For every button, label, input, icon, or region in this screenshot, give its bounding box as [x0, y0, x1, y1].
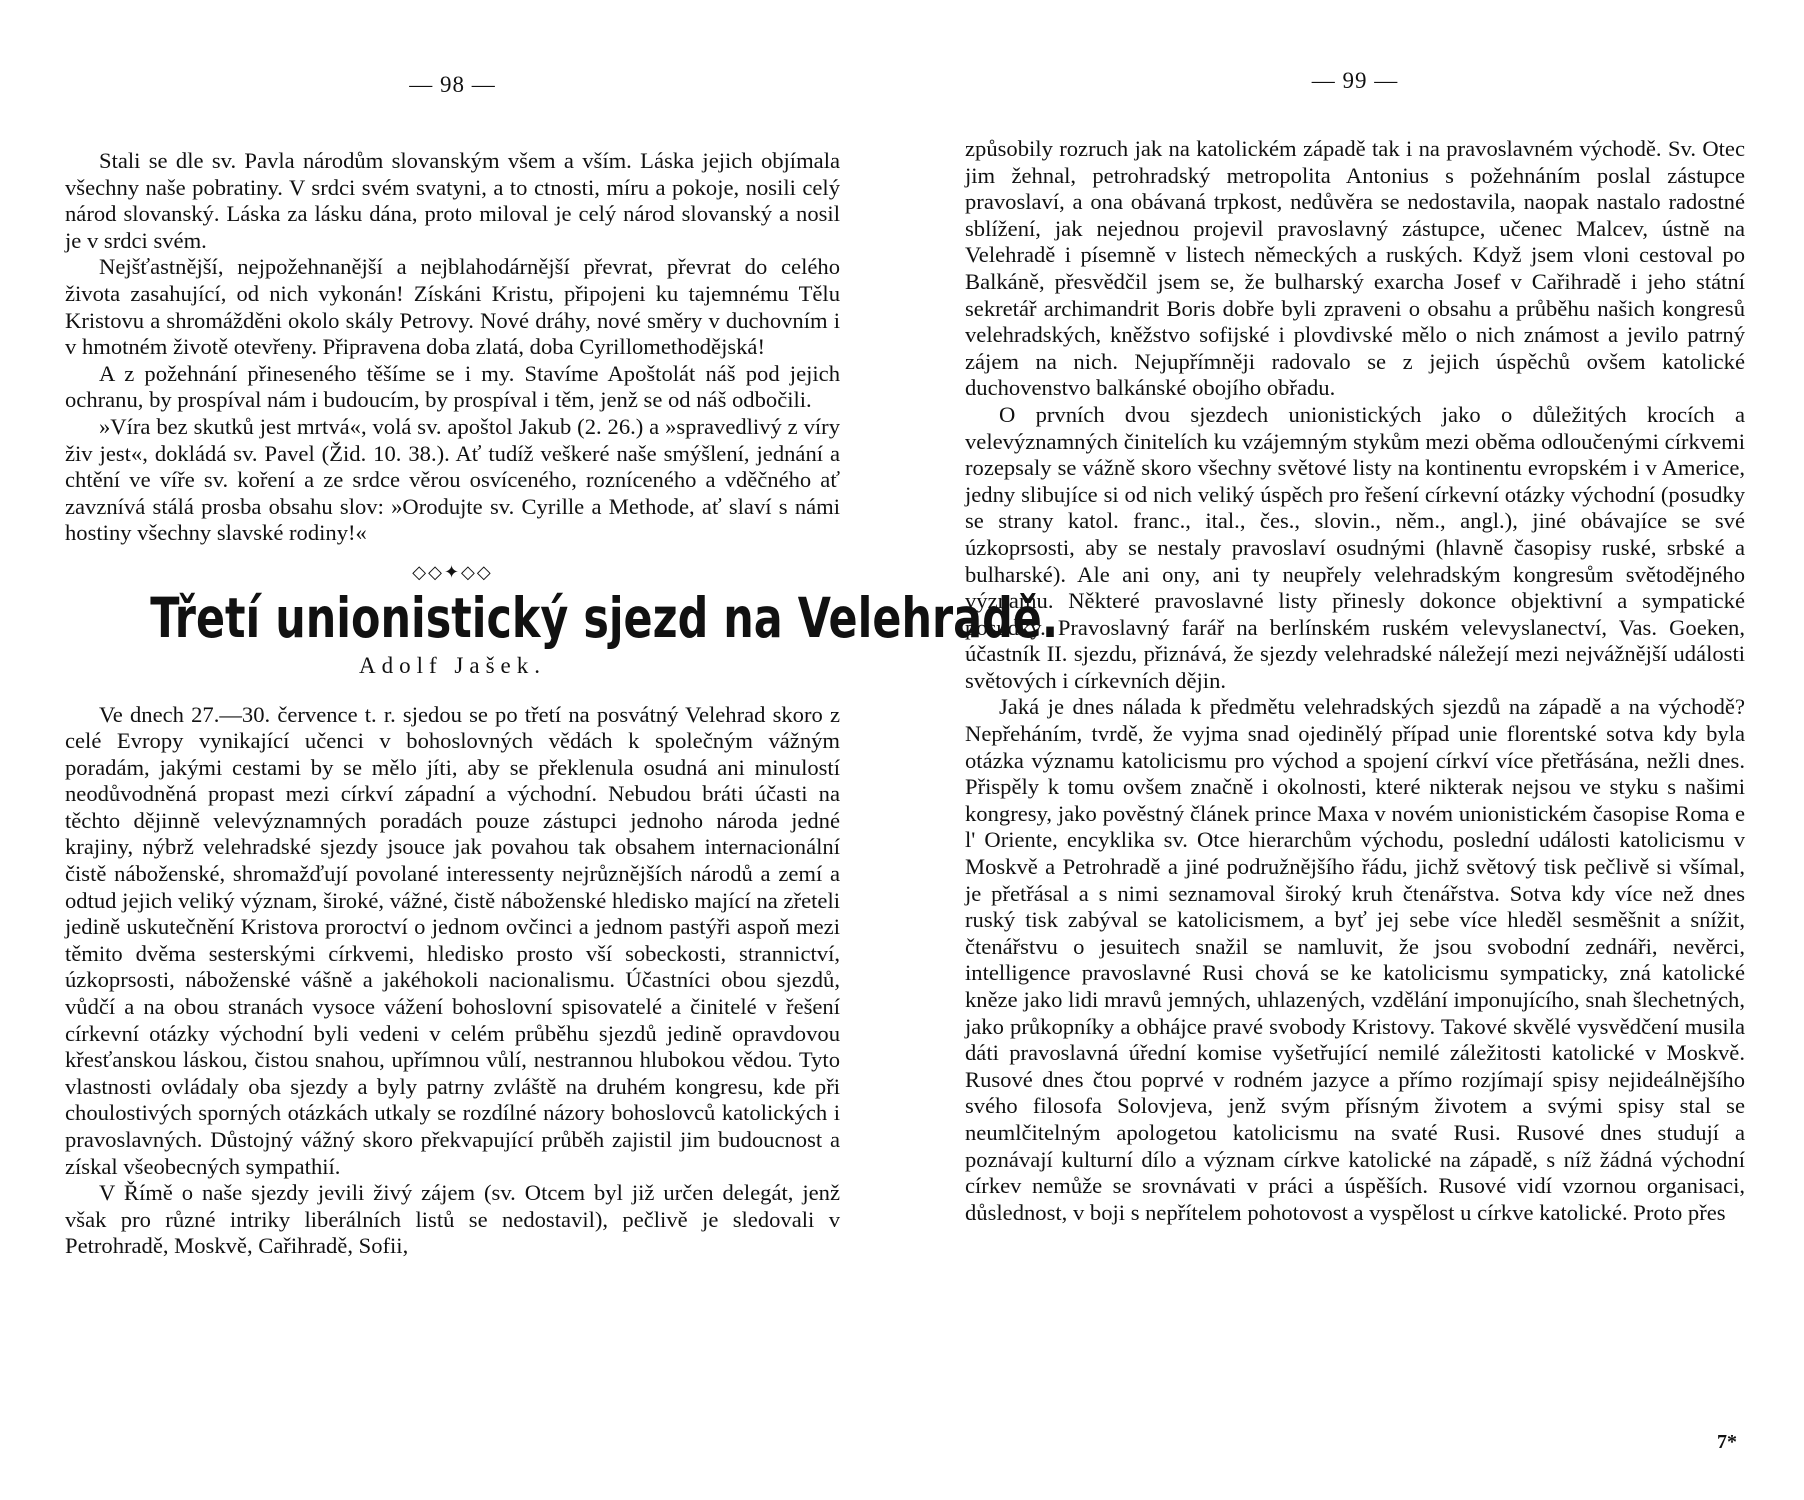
- paragraph: V Římě o naše sjezdy jevili živý zájem (sv. Otcem byl již určen delegát, jenž však pro různé intriky liberálních listů se nedostavil), pečlivě je sledovali v Petrohradě, Moskvě, Cařihradě, Sofii,: [65, 1180, 840, 1259]
- paragraph: Nejšťastnější, nejpožehnanější a nejblahodárnější převrat, převrat do celého života zasahující, od nich vykonán! Získáni Kristu, připojeni ku tajemnému Tělu Kristovu a shromážděni okolo skály Petrovy. Nové dráhy, nové směry v duchovním i v hmotném životě otevřeny. Připravena doba zlatá, doba Cyrillomethodějská!: [65, 254, 840, 360]
- page-number-right: — 99 —: [1311, 68, 1399, 93]
- paragraph: Jaká je dnes nálada k předmětu velehradských sjezdů na západě a na východě? Nepřeháním, tvrdě, že vyjma snad ojedinělý případ unie florentské sotva kdy byla otázka významu katolicismu pro východ a spojení církví více přetřásána, nežli dnes. Přispěly k tomu ovšem značně i okolnosti, které nikterak nejsou ve styku s našimi kongresy, jako pověstný článek prince Maxa v novém unionistickém časopise Roma e l' Oriente, encyklika sv. Otce hierarchům východu, poslední události katolicismu v Moskvě a Petrohradě a jiné podružnějšího řádu, jichž světový tisk pečlivě si všímal, je přetřásal a s nimi seznamoval široký kruh čtenářstva. Sotva kdy více než dnes ruský tisk zabýval se katolicismem, a byť jej sebe více hleděl sesměšnit a snížit, čtenářstvu o jesuitech snažil se namluvit, že jsou svobodní zednáři, nevěrci, intelligence pravoslavné Rusi chová se ke katolicismu sympaticky, zná katolické kněze jako lidi mravů jemných, uhlazených, vzdělání imponujícího, snah šlechetných, jako průkopníky a obhájce pravé svobody Kristovy. Takové skvělé vysvědčení musila dáti pravoslavná úřední komise vyšetřující nemilé záležitosti katolické v Moskvě. Rusové dnes čtou poprvé v rodném jazyce a přímo rozjímají spisy nejideálnějšího svého filosofa Solovjeva, jenž svým přísným životem a svými spisy stal se neumlčitelným apologetou katolicismu na svaté Rusi. Rusové dnes studují a poznávají kulturní dílo a význam církve katolické na západě, s níž žádná východní církev nemůže se srovnávati v práci a úspěších. Rusové vidí vzornou organisaci, důslednost, v boji s nepřítelem pohotovost a vyspělost u církve katolické. Proto přes: [965, 694, 1745, 1225]
- paragraph: O prvních dvou sjezdech unionistických jako o důležitých krocích a velevýznamných činitelích ku vzájemným stykům mezi oběma odloučenými církvemi rozepsaly se vážně skoro všechny světové listy na kontinentu evropském i v Americe, jedny slibujíce si od nich veliký úspěch pro řešení církevní otázky východní (posudky se strany katol. franc., ital., čes., slovin., něm., angl.), jiné obávajíce se své úzkoprsosti, aby se nestaly pravoslaví osudnými (hlavně časopisy ruské, srbské a bulharské). Ale ani ony, ani ty neupřely velehradským kongresům světodějného významu. Některé pravoslavné listy přinesly dokonce objektivní a sympatické posudky. Pravoslavný farář na berlínském ruském velevyslanectví, Vas. Goeken, účastník II. sjezdu, přiznává, že sjezdy velehradské náležejí mezi nejvážnější události světových i církevních dějin.: [965, 401, 1745, 693]
- ornament-divider: ◇◇✦◇◇: [412, 561, 493, 582]
- paragraph: Stali se dle sv. Pavla národům slovanským všem a vším. Láska jejich objímala všechny naše pobratiny. V srdci svém svatyni, a to ctnosti, míru a pokoje, nosili celý národ slovanský. Láska za lásku dána, proto miloval je celý národ slovanský a nosil je v srdci svém.: [65, 148, 840, 253]
- right-page: [965, 0, 1745, 1500]
- signature-mark: 7*: [1717, 1431, 1737, 1453]
- article-title: Třetí unionistický sjezd na Velehradě.: [150, 585, 1059, 650]
- page-number-left: — 98 —: [409, 72, 496, 97]
- article-author: Adolf Jašek.: [359, 652, 546, 678]
- paragraph: Ve dnech 27.—30. července t. r. sjedou se po třetí na posvátný Velehrad skoro z celé Evropy vynikající učenci v bohoslovných vědách k společným vážným poradám, jakými cestami by se mělo jíti, aby se překlenula osudná ani minulostí neodůvodněná propast mezi církví západní a východní. Nebudou bráti účasti na těchto dějinně velevýznamných poradách pouze zástupci jednoho národa jedné krajiny, nýbrž velehradské sjezdy jsouce jak povahou tak obsahem internacionální čistě náboženské, shromažďují povolané interessenty nejrůznějších národů a zemí a odtud jejich veliký význam, široké, vážné, čistě náboženské hledisko mající na zřeteli jedině uskutečnění Kristova proroctví o jednom ovčinci a jednom pastýři aspoň mezi těmito dvěma sesterskými církvemi, hledisko prosto vší sobeckosti, strannictví, úzkoprsosti, náboženské vášně a jakéhokoli nacionalismu. Účastníci obou sjezdů, vůdčí a na obou stranách vysoce vážení bohoslovní spisovatelé a činitelé v řešení církevní otázky východní byli vedeni v celém průběhu sjezdů jedině opravdovou křesťanskou láskou, čistou snahou, upřímnou vůlí, nestrannou hlubokou vědou. Tyto vlastnosti ovládaly oba sjezdy a byly patrny zvláště na druhém kongresu, kde při choulostivých sporných otázkách utkaly se rozdílné názory bohoslovců katolických i pravoslavných. Důstojný vážný skoro překvapující průběh zajistil jim budoucnost a získal všeobecných sympathií.: [65, 701, 840, 1179]
- left-page: [65, 0, 1059, 1500]
- paragraph: A z požehnání přineseného těšíme se i my. Stavíme Apoštolát náš pod jejich ochranu, by prospíval nám i budoucím, by prospíval i těm, jenž se od náš odbočili.: [65, 360, 840, 413]
- paragraph: způsobily rozruch jak na katolickém západě tak i na pravoslavném východě. Sv. Otec jim žehnal, petrohradský metropolita Antonius s požehnáním poslal zástupce pravoslaví, a ona obávaná trpkost, nedůvěra se nedostavila, naopak nastalo radostné sblížení, jak nejednou projevil pravoslavný zástupce, učenec Malcev, ústně na Velehradě i písemně v listech německých a ruských. Když jsem vloni cestoval po Balkáně, přesvědčil jsem se, že bulharský exarcha Josef v Cařihradě i jeho státní sekretář archimandrit Boris dobře byli zpraveni o obsahu a průběhu našich kongresů velehradských, kněžstvo sofijské i plovdivské mělo o nich známost a jevilo patrný zájem na nich. Nejupřímněji radovalo se z jejich úspěchů ovšem katolické duchovenstvo balkánské obojího obřadu.: [965, 136, 1745, 401]
- left-page-text: [65, 148, 1059, 1260]
- paragraph: »Víra bez skutků jest mrtvá«, volá sv. apoštol Jakub (2. 26.) a »spravedlivý z víry živ jest«, dokládá sv. Pavel (Žid. 10. 38.). Ať tudíž veškeré naše smýšlení, jednání a chtění ve víře sv. koření a ze srdce věrou osvíceného, rozníceného a vděčného ať zavznívá stálá prosba obsahu slov: »Orodujte sv. Cyrille a Methode, ať slaví s námi hostiny všechny slavské rodiny!«: [65, 413, 840, 546]
- right-page-text: [965, 136, 1745, 1226]
